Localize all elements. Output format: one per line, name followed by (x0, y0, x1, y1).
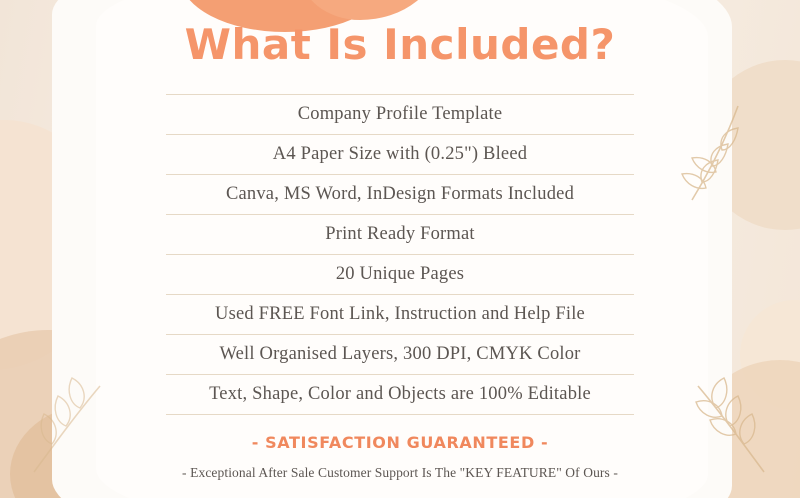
list-item: Canva, MS Word, InDesign Formats Included (166, 175, 634, 215)
list-item: Company Profile Template (166, 94, 634, 135)
list-item: Well Organised Layers, 300 DPI, CMYK Color (166, 335, 634, 375)
page-title: What Is Included? (184, 20, 616, 69)
list-item: A4 Paper Size with (0.25") Bleed (166, 135, 634, 175)
customer-support-text: - Exceptional After Sale Customer Support Is The "KEY FEATURE" Of Ours - (182, 465, 618, 481)
footer (182, 433, 618, 481)
list-item: 20 Unique Pages (166, 255, 634, 295)
list-item: Print Ready Format (166, 215, 634, 255)
satisfaction-guaranteed-text: - SATISFACTION GUARANTEED - (251, 433, 549, 453)
list-item: Text, Shape, Color and Objects are 100% Editable (166, 375, 634, 415)
list-item: Used FREE Font Link, Instruction and Help File (166, 295, 634, 335)
features-list (166, 94, 634, 415)
